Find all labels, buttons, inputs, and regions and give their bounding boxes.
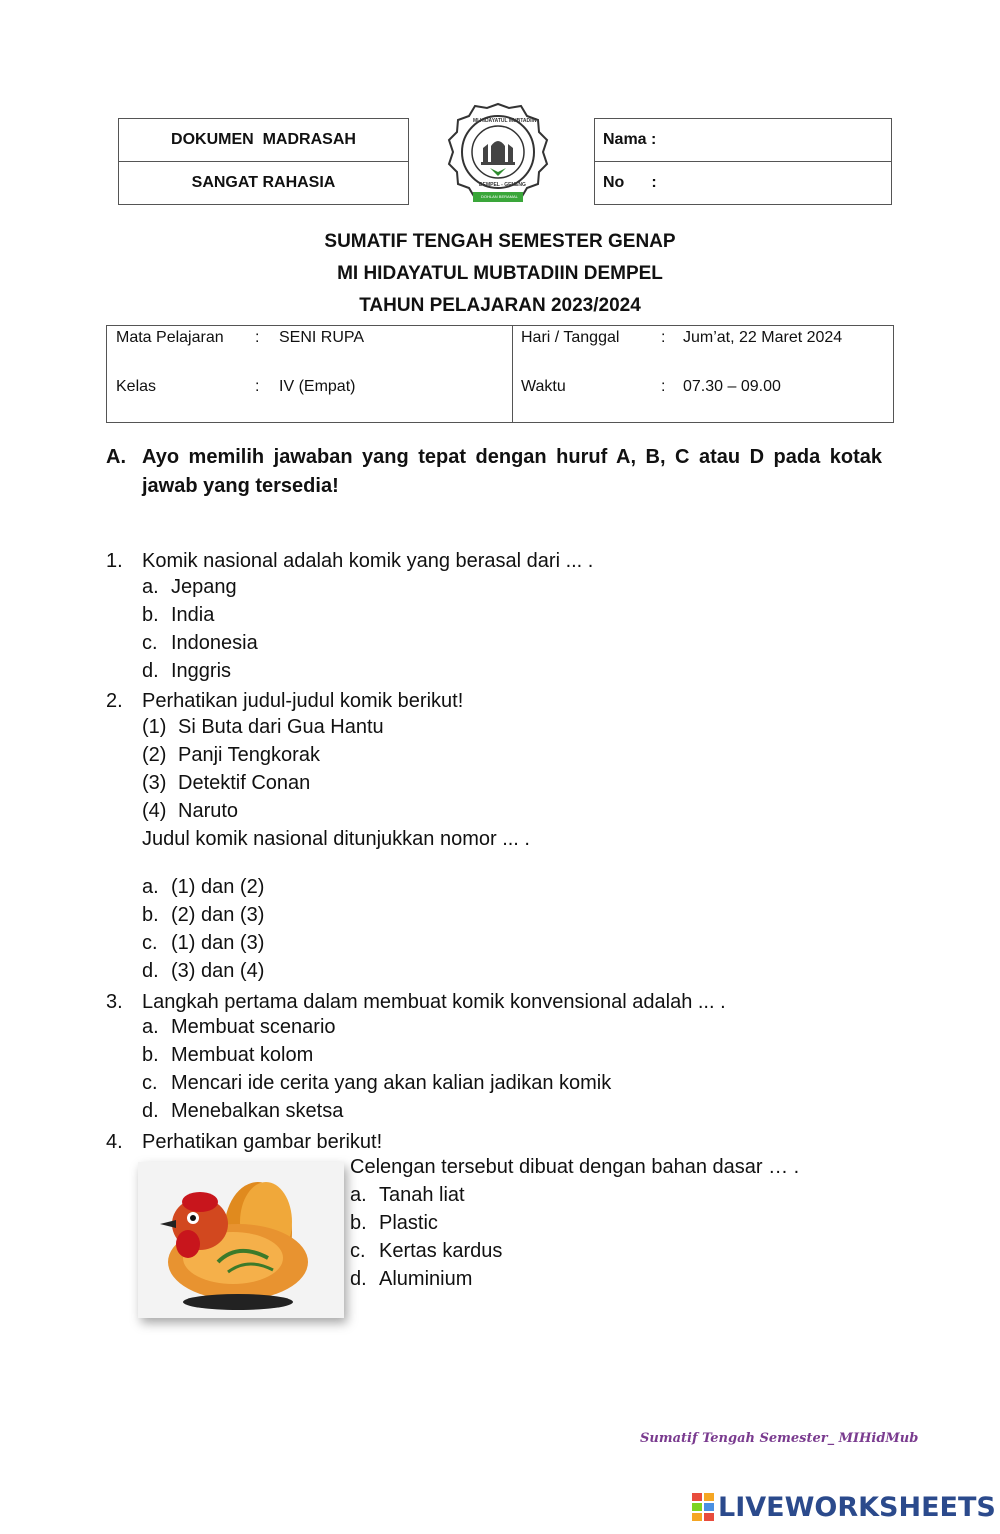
exam-title: SUMATIF TENGAH SEMESTER GENAP	[324, 231, 676, 252]
option-2d[interactable]	[142, 960, 264, 983]
option-1a[interactable]	[142, 576, 237, 599]
option-3a[interactable]	[142, 1016, 336, 1039]
option-letter: d.	[142, 960, 159, 982]
option-letter: c.	[142, 632, 158, 654]
option-text: Indonesia	[171, 632, 258, 654]
option-3b[interactable]	[142, 1044, 313, 1067]
rooster-piggy-bank-image	[138, 1162, 344, 1318]
question-text: Perhatikan judul-judul komik berikut!	[142, 690, 464, 712]
item-number: (3)	[142, 772, 167, 794]
date-value: Jum’at, 22 Maret 2024	[683, 329, 843, 346]
option-text: Membuat scenario	[171, 1016, 336, 1038]
number-field-box[interactable]	[594, 161, 892, 205]
question-text: Langkah pertama dalam membuat komik konvensional adalah ... .	[142, 991, 726, 1013]
name-field-box[interactable]	[594, 118, 892, 162]
item-text: Panji Tengkorak	[178, 744, 320, 766]
logo-ring-text: MI HIDAYATUL MUBTADIIN	[473, 118, 537, 124]
option-1b[interactable]	[142, 604, 214, 627]
option-text: Tanah liat	[379, 1184, 465, 1206]
option-text: Aluminium	[379, 1268, 473, 1290]
question-number: 2.	[106, 690, 123, 712]
comic-item-4	[142, 800, 238, 823]
section-a-text: Ayo memilih jawaban yang tepat dengan huruf A, B, C atau D pada kotak jawab yang tersedia!	[142, 446, 882, 497]
question-number: 4.	[106, 1131, 123, 1153]
comic-item-2	[142, 744, 320, 767]
option-letter: b.	[142, 904, 159, 926]
document-label-box	[118, 118, 409, 162]
option-letter: c.	[142, 1072, 158, 1094]
option-letter: d.	[142, 660, 159, 682]
class-colon: :	[255, 378, 260, 395]
item-number: (1)	[142, 716, 167, 738]
subject-colon: :	[255, 329, 260, 346]
number-field-label: No	[603, 174, 625, 191]
option-text: Membuat kolom	[171, 1044, 314, 1066]
question-text: Komik nasional adalah komik yang berasal dari ... .	[142, 550, 594, 572]
logo-bottom-text: DEMPEL - GENENG	[479, 182, 526, 188]
item-number: (2)	[142, 744, 167, 766]
subject-label: Mata Pelajaran	[116, 329, 224, 346]
comic-item-3	[142, 772, 310, 795]
option-2c[interactable]	[142, 932, 264, 955]
subject-value: SENI RUPA	[279, 329, 365, 346]
logo-ribbon-text: DOHLAN BERAMAL	[481, 194, 518, 199]
option-1d[interactable]	[142, 660, 231, 683]
option-letter: d.	[142, 1100, 159, 1122]
question-4-prompt: Celengan tersebut dibuat dengan bahan dasar … .	[350, 1156, 800, 1178]
option-letter: c.	[350, 1240, 366, 1262]
option-letter: a.	[142, 576, 159, 598]
option-text: (1) dan (2)	[171, 876, 265, 898]
item-text: Naruto	[178, 800, 239, 822]
section-a-letter: A.	[106, 446, 126, 468]
footer-note: Sumatif Tengah Semester_ MIHidMub	[640, 1431, 919, 1446]
option-letter: d.	[350, 1268, 367, 1290]
option-text: Inggris	[171, 660, 232, 682]
option-letter: c.	[142, 932, 158, 954]
liveworksheets-icon	[692, 1493, 716, 1521]
option-4a[interactable]	[350, 1184, 465, 1207]
option-3c[interactable]	[142, 1072, 611, 1095]
option-text: (1) dan (3)	[171, 932, 265, 954]
option-text: Kertas kardus	[379, 1240, 503, 1262]
option-text: Jepang	[171, 576, 237, 598]
option-1c[interactable]	[142, 632, 258, 655]
option-text: Plastic	[379, 1212, 438, 1234]
confidential-label-box	[118, 161, 409, 205]
name-field-label: Nama :	[603, 131, 657, 148]
liveworksheets-logo[interactable]	[692, 1490, 996, 1524]
date-label: Hari / Tanggal	[521, 329, 620, 346]
option-2b[interactable]	[142, 904, 264, 927]
option-2a[interactable]	[142, 876, 264, 899]
number-field-colon: :	[651, 174, 657, 191]
time-value: 07.30 – 09.00	[683, 378, 781, 395]
option-letter: b.	[350, 1212, 367, 1234]
option-letter: b.	[142, 1044, 159, 1066]
option-letter: a.	[142, 876, 159, 898]
option-4d[interactable]	[350, 1268, 472, 1291]
question-number: 3.	[106, 991, 123, 1013]
exam-info-table	[106, 325, 894, 423]
item-text: Si Buta dari Gua Hantu	[178, 716, 384, 738]
liveworksheets-brand: LIVEWORKSHEETS	[718, 1491, 996, 1523]
comic-item-1	[142, 716, 384, 739]
option-letter: a.	[350, 1184, 367, 1206]
table-divider	[512, 326, 513, 422]
option-text: Menebalkan sketsa	[171, 1100, 344, 1122]
time-colon: :	[661, 378, 666, 395]
confidential-label: SANGAT RAHASIA	[191, 174, 336, 191]
academic-year: TAHUN PELAJARAN 2023/2024	[359, 295, 641, 316]
time-label: Waktu	[521, 378, 566, 395]
document-label: DOKUMEN MADRASAH	[171, 131, 356, 148]
class-value: IV (Empat)	[279, 378, 356, 395]
option-letter: a.	[142, 1016, 159, 1038]
option-4c[interactable]	[350, 1240, 502, 1263]
option-text: Mencari ide cerita yang akan kalian jadikan komik	[171, 1072, 612, 1094]
option-3d[interactable]	[142, 1100, 343, 1123]
item-text: Detektif Conan	[178, 772, 311, 794]
option-text: (3) dan (4)	[171, 960, 265, 982]
school-logo	[443, 100, 553, 208]
class-label: Kelas	[116, 378, 157, 395]
section-a-instruction	[106, 443, 882, 501]
option-text: (2) dan (3)	[171, 904, 265, 926]
option-text: India	[171, 604, 215, 626]
date-colon: :	[661, 329, 666, 346]
question-text: Perhatikan gambar berikut!	[142, 1131, 383, 1153]
option-letter: b.	[142, 604, 159, 626]
question-2-prompt: Judul komik nasional ditunjukkan nomor ... .	[142, 828, 530, 850]
option-4b[interactable]	[350, 1212, 438, 1235]
question-number: 1.	[106, 550, 123, 572]
school-name: MI HIDAYATUL MUBTADIIN DEMPEL	[337, 263, 663, 284]
item-number: (4)	[142, 800, 167, 822]
